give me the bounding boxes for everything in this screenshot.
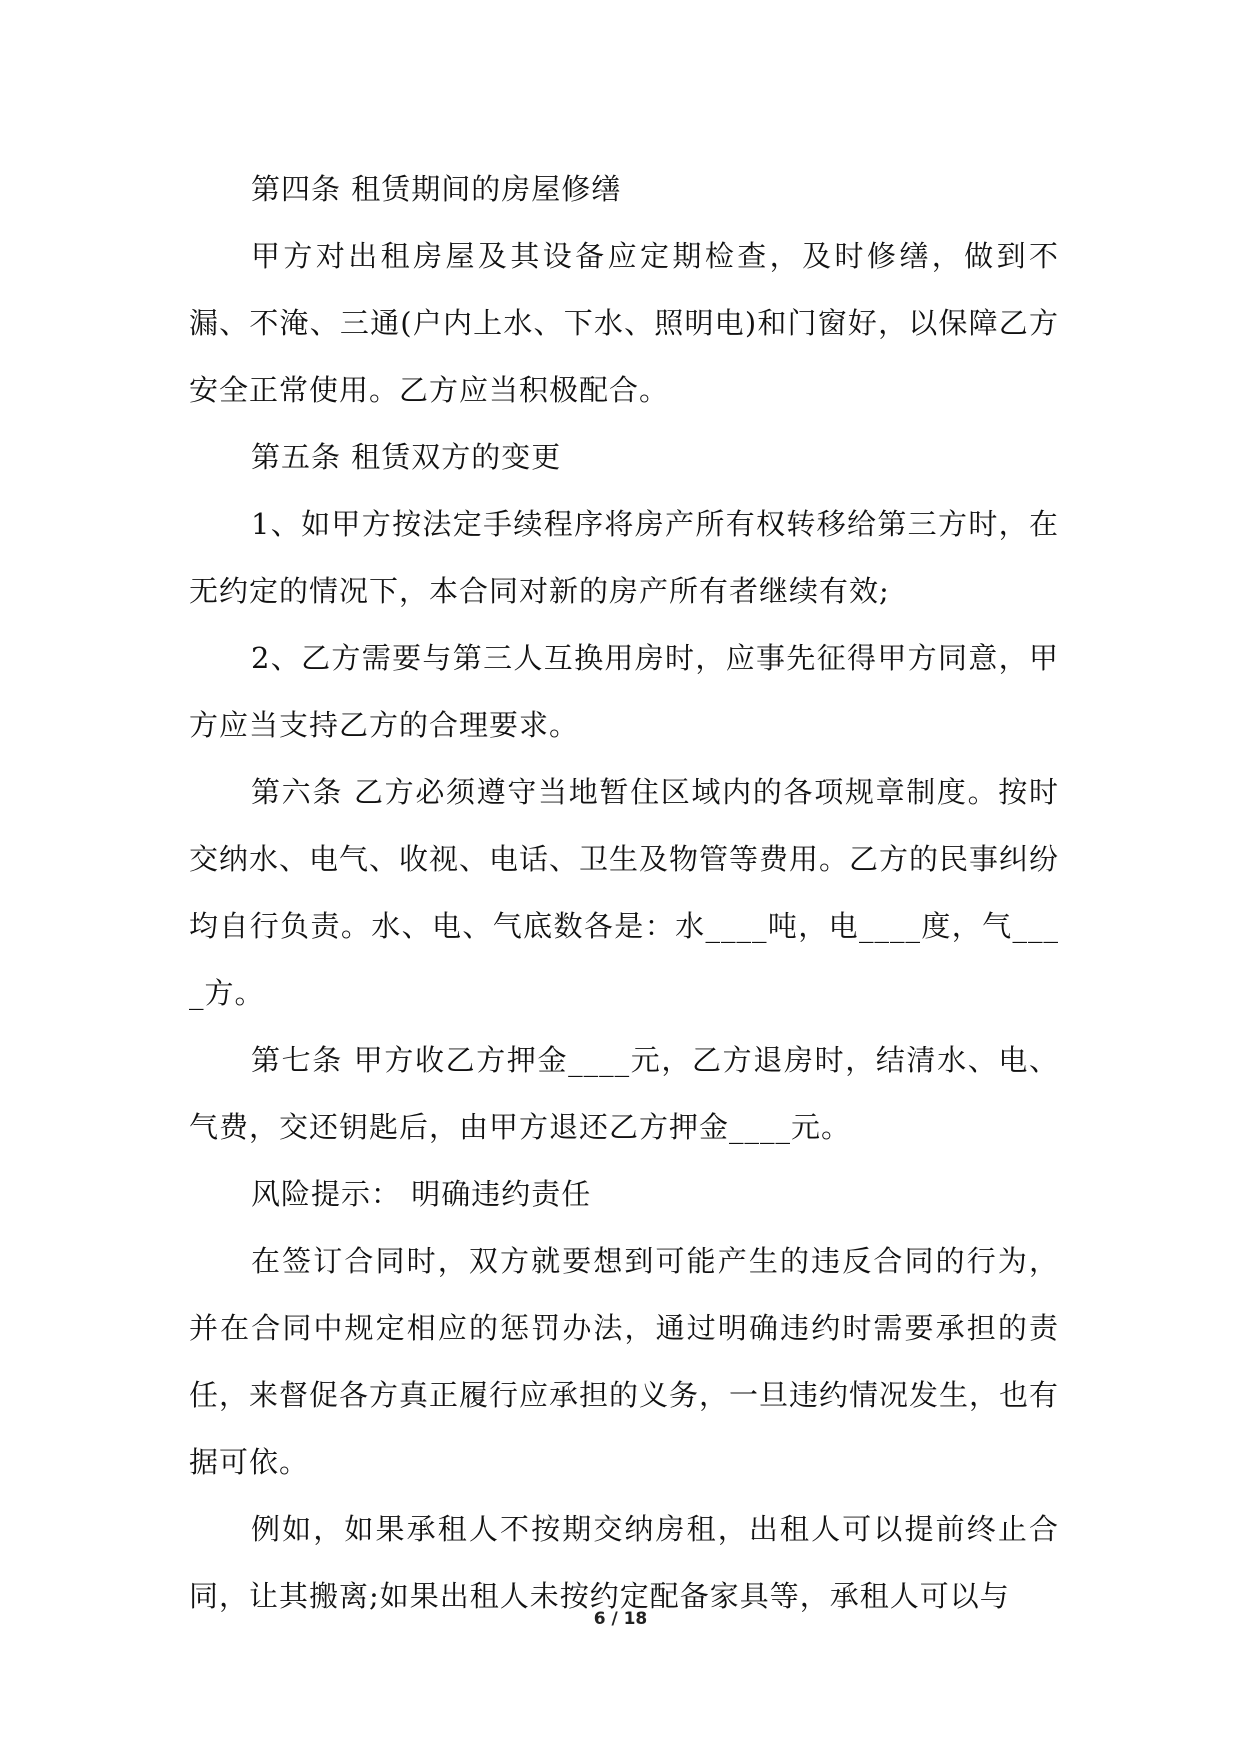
article-7-body: 第七条 甲方收乙方押金____元，乙方退房时，结清水、电、气费，交还钥匙后，由甲方退还乙方押金____元。	[189, 1043, 1059, 1144]
article-5-clause-1: 1、如甲方按法定手续程序将房产所有权转移给第三方时，在无约定的情况下，本合同对新的房产所有者继续有效;	[189, 507, 1059, 608]
risk-tip-body: 在签订合同时，双方就要想到可能产生的违反合同的行为，并在合同中规定相应的惩罚办法，通过明确违约时需要承担的责任，来督促各方真正履行应承担的义务，一旦违约情况发生，也有据可依。	[189, 1244, 1060, 1479]
article-6-body: 第六条 乙方必须遵守当地暂住区域内的各项规章制度。按时交纳水、电气、收视、电话、卫生及物管等费用。乙方的民事纠纷均自行负责。水、电、气底数各是：水____吨，电____度，气____方。	[189, 775, 1060, 1010]
article-5-heading: 第五条 租赁双方的变更	[251, 440, 562, 474]
page-number: 6 / 18	[593, 1609, 648, 1629]
article-4-heading: 第四条 租赁期间的房屋修缮	[251, 172, 622, 206]
example-paragraph: 例如，如果承租人不按期交纳房租，出租人可以提前终止合同，让其搬离;如果出租人未按约定配备家具等，承租人可以与	[189, 1512, 1059, 1613]
risk-tip-heading: 风险提示： 明确违约责任	[251, 1177, 592, 1211]
article-5-clause-2: 2、乙方需要与第三人互换用房时，应事先征得甲方同意，甲方应当支持乙方的合理要求。	[189, 641, 1059, 742]
document-body	[189, 156, 1059, 1630]
article-4-body: 甲方对出租房屋及其设备应定期检查，及时修缮，做到不漏、不淹、三通(户内上水、下水、照明电)和门窗好，以保障乙方安全正常使用。乙方应当积极配合。	[189, 239, 1059, 407]
